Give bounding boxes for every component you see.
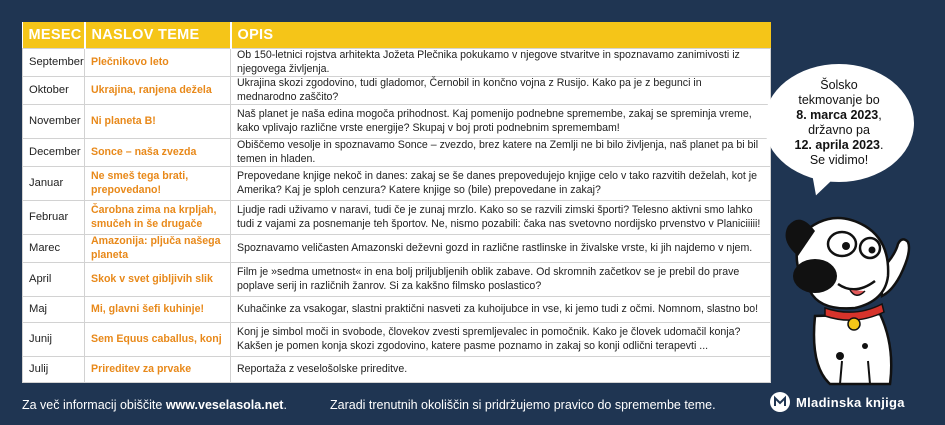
title-cell: Amazonija: pljuča našega planeta — [85, 235, 231, 263]
month-cell: Januar — [23, 167, 85, 201]
description-cell: Naš planet je naša edina mogoča prihodnost. Kaj pomenijo podnebne spremembe, zakaj se spreminja vreme, kako vplivajo različne vrste energije? Skupaj v boj proti podnebnim spremembam! — [231, 105, 771, 139]
bubble-date-line — [795, 138, 884, 153]
bubble-date-school: 8. marca 2023 — [796, 108, 879, 122]
header-month: MESEC — [23, 22, 85, 49]
table-row — [23, 167, 771, 201]
month-cell: September — [23, 49, 85, 77]
table-row — [23, 235, 771, 263]
title-cell: Čarobna zima na krpljah, smučeh in še drugače — [85, 201, 231, 235]
bubble-line: tekmovanje bo — [798, 93, 880, 107]
table-row — [23, 77, 771, 105]
month-cell: December — [23, 139, 85, 167]
header-description: OPIS — [231, 22, 771, 49]
bubble-period: . — [880, 138, 884, 152]
description-cell: Spoznavamo veličasten Amazonski deževni gozd in različne rastlinske in živalske vrste, ki jih najdemo v njem. — [231, 235, 771, 263]
month-cell: Maj — [23, 297, 85, 323]
table-row — [23, 357, 771, 383]
description-cell: Ljudje radi uživamo v naravi, tudi če je zunaj mrzlo. Kako so se razvili zimski športi? Telesno aktivni smo lahko tudi z vajami za posnemanje teh športov. Ne, nismo pozabili: čaka nas svetovno nordijsko prvenstvo v Planiciiiii! — [231, 201, 771, 235]
month-cell: Junij — [23, 323, 85, 357]
speech-bubble — [764, 64, 914, 182]
description-cell: Obiščemo vesolje in spoznavamo Sonce – zvezdo, brez katere na Zemlji ne bi bilo življenja, naš planet pa bi bil temen in hladen. — [231, 139, 771, 167]
title-cell: Sem Equus caballus, konj — [85, 323, 231, 357]
table-row — [23, 263, 771, 297]
footer-info — [22, 398, 287, 412]
table-row — [23, 105, 771, 139]
description-cell: Film je »sedma umetnost« in ena bolj priljubljenih oblik zabave. Od skromnih začetkov se je prebil do prave poplave serij in različnih žanrov. Si za kakšno filmsko poslastico? — [231, 263, 771, 297]
mk-logo-icon — [770, 392, 790, 412]
bubble-date-line — [796, 108, 882, 123]
header-title: NASLOV TEME — [85, 22, 231, 49]
bubble-comma: , — [878, 108, 882, 122]
footer-info-suffix: . — [283, 398, 287, 412]
month-cell: Marec — [23, 235, 85, 263]
footer-info-prefix: Za več informacij obiščite — [22, 398, 166, 412]
month-cell: April — [23, 263, 85, 297]
title-cell: Mi, glavni šefi kuhinje! — [85, 297, 231, 323]
bubble-date-national: 12. aprila 2023 — [794, 138, 880, 152]
description-cell: Konj je simbol moči in svobode, človekov zvesti spremljevalec in pomočnik. Kako je človek udomačil konja? Kakšen je pomen konja skozi zgodovino, katere pasme poznamo in zakaj so konji odlični terapevti ... — [231, 323, 771, 357]
month-cell: Oktober — [23, 77, 85, 105]
table-body — [23, 49, 771, 383]
title-cell: Prireditev za prvake — [85, 357, 231, 383]
table-header-row — [23, 22, 771, 49]
bubble-line: državno pa — [808, 123, 870, 137]
title-cell: Ne smeš tega brati, prepovedano! — [85, 167, 231, 201]
topics-table-container — [22, 22, 770, 383]
description-cell: Reportaža z veselošolske prireditve. — [231, 357, 771, 383]
table-row — [23, 201, 771, 235]
month-cell: November — [23, 105, 85, 139]
title-cell: Ni planeta B! — [85, 105, 231, 139]
table-row — [23, 49, 771, 77]
description-cell: Ukrajina skozi zgodovino, tudi gladomor, Černobil in končno vojna z Rusijo. Kako pa je z begunci in mednarodno zaščito? — [231, 77, 771, 105]
table-row — [23, 139, 771, 167]
title-cell: Skok v svet gibljivih slik — [85, 263, 231, 297]
website-link[interactable]: www.veselasola.net — [165, 398, 284, 412]
publisher-logo — [770, 392, 905, 412]
description-cell: Ob 150-letnici rojstva arhitekta Jožeta Plečnika pokukamo v njegove stvaritve in spoznavamo zanimivosti iz njegovega življenja. — [231, 49, 771, 77]
bubble-line: Se vidimo! — [809, 153, 869, 167]
month-cell: Julij — [23, 357, 85, 383]
table-row — [23, 323, 771, 357]
bubble-line: Šolsko — [820, 78, 858, 92]
title-cell: Ukrajina, ranjena dežela — [85, 77, 231, 105]
publisher-name: Mladinska knjiga — [796, 394, 905, 410]
title-cell: Plečnikovo leto — [85, 49, 231, 77]
description-cell: Prepovedane knjige nekoč in danes: zakaj se še danes prepovedujejo knjige celo v tako razvitih deželah, kot je Amerika? Kaj je sploh cenzura? Katere knjige so (bile) prepovedane in zakaj? — [231, 167, 771, 201]
title-cell: Sonce – naša zvezda — [85, 139, 231, 167]
table-row — [23, 297, 771, 323]
month-cell: Februar — [23, 201, 85, 235]
topics-table — [22, 22, 771, 383]
footer-notice: Zaradi trenutnih okoliščin si pridržujemo pravico do spremembe teme. — [330, 398, 716, 412]
description-cell: Kuhačinke za vsakogar, slastni praktični nasveti za kuhoijubce in vse, ki jemo tudi z očmi. Nomnom, slastno bo! — [231, 297, 771, 323]
cartoon-dog-illustration — [770, 196, 940, 386]
